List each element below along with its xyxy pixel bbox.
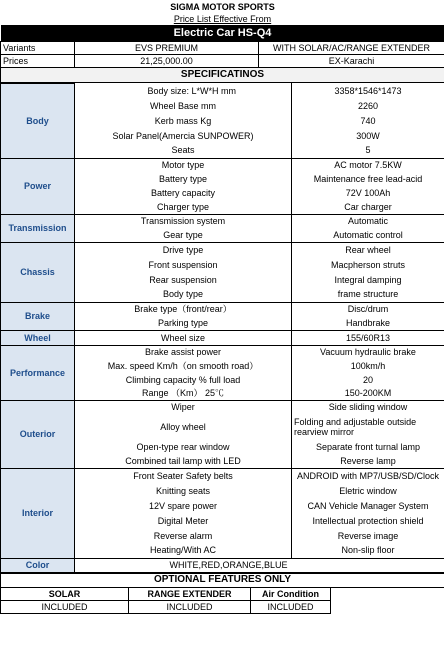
- spec-label: Knitting seats: [75, 483, 292, 498]
- spec-label: Wiper: [75, 400, 292, 413]
- variants-label: Variants: [1, 41, 75, 54]
- spec-label: Gear type: [75, 228, 292, 242]
- spec-value: Intellectual protection shield: [292, 513, 444, 528]
- spec-label: Body type: [75, 287, 292, 302]
- optional-col-solar: SOLAR: [1, 587, 129, 600]
- spec-label: Charger type: [75, 200, 292, 214]
- spec-value: AC motor 7.5KW: [292, 158, 444, 172]
- category-outerior: Outerior: [1, 400, 75, 468]
- spec-value: Reverse lamp: [292, 454, 444, 468]
- spec-table: [0, 83, 444, 573]
- prices-label: Prices: [1, 54, 75, 67]
- spec-value: 5: [292, 143, 444, 158]
- price-list-label: Price List Effective From: [173, 14, 272, 24]
- spec-label: Digital Meter: [75, 513, 292, 528]
- category-brake: Brake: [1, 302, 75, 330]
- spec-label: Brake type（front/rear）: [75, 302, 292, 316]
- variant-premium: EVS PREMIUM: [75, 41, 259, 54]
- spec-label: Heating/With AC: [75, 543, 292, 558]
- spec-value: Reverse image: [292, 528, 444, 543]
- optional-heading: OPTIONAL FEATURES ONLY: [1, 573, 444, 587]
- spec-label: Wheel Base mm: [75, 98, 292, 113]
- spec-label: Reverse alarm: [75, 528, 292, 543]
- spec-value: 100km/h: [292, 359, 444, 373]
- spec-value: Vacuum hydraulic brake: [292, 345, 444, 359]
- spec-value: 150-200KM: [292, 387, 444, 400]
- optional-empty-cell: [331, 600, 444, 613]
- spec-value: 72V 100Ah: [292, 186, 444, 200]
- category-transmission: Transmission: [1, 214, 75, 242]
- optional-empty-cell: [331, 587, 444, 600]
- price-value: 21,25,000.00: [75, 54, 259, 67]
- spec-value: Separate front turnal lamp: [292, 440, 444, 454]
- category-power: Power: [1, 158, 75, 214]
- optional-range-extender-value: INCLUDED: [129, 600, 251, 613]
- spec-value: 2260: [292, 98, 444, 113]
- spec-label: Front suspension: [75, 257, 292, 272]
- category-interior: Interior: [1, 468, 75, 558]
- spec-value: 740: [292, 113, 444, 128]
- optional-col-air-condition: Air Condition: [251, 587, 331, 600]
- spec-value: Non-slip floor: [292, 543, 444, 558]
- price-location: EX-Karachi: [259, 54, 444, 67]
- spec-value: Disc/drum: [292, 302, 444, 316]
- spec-label: Range （Km） 25℃: [75, 387, 292, 400]
- spec-label: Brake assist power: [75, 345, 292, 359]
- spec-label: Solar Panel(Amercia SUNPOWER): [75, 128, 292, 143]
- car-title: Electric Car HS-Q4: [1, 25, 444, 41]
- spec-label: Drive type: [75, 242, 292, 257]
- spec-heading: SPECIFICATINOS: [1, 67, 444, 82]
- spec-value: CAN Vehicle Manager System: [292, 498, 444, 513]
- spec-label: Motor type: [75, 158, 292, 172]
- spec-label: Transmission system: [75, 214, 292, 228]
- spec-value: Automatic control: [292, 228, 444, 242]
- category-wheel: Wheel: [1, 330, 75, 345]
- spec-value: ANDROID with MP7/USB/SD/Clock: [292, 468, 444, 483]
- spec-label: 12V spare power: [75, 498, 292, 513]
- spec-value: Eletric window: [292, 483, 444, 498]
- spec-label: Battery capacity: [75, 186, 292, 200]
- optional-col-range-extender: RANGE EXTENDER: [129, 587, 251, 600]
- optional-table: [0, 573, 444, 614]
- spec-value: 3358*1546*1473: [292, 83, 444, 98]
- spec-label: Parking type: [75, 316, 292, 330]
- spec-value: 300W: [292, 128, 444, 143]
- header-table: [0, 0, 444, 83]
- optional-air-condition-value: INCLUDED: [251, 600, 331, 613]
- spec-value: Rear wheel: [292, 242, 444, 257]
- category-body: Body: [1, 83, 75, 158]
- spec-value: Integral damping: [292, 272, 444, 287]
- spec-label: Front Seater Safety belts: [75, 468, 292, 483]
- spec-label: Body size: L*W*H mm: [75, 83, 292, 98]
- spec-label: Open-type rear window: [75, 440, 292, 454]
- spec-label: Rear suspension: [75, 272, 292, 287]
- spec-value: 20: [292, 373, 444, 387]
- spec-value: Side sliding window: [292, 400, 444, 413]
- spec-value: Folding and adjustable outside rearview mirror: [292, 413, 444, 440]
- optional-solar-value: INCLUDED: [1, 600, 129, 613]
- spec-label: Combined tail lamp with LED: [75, 454, 292, 468]
- category-performance: Performance: [1, 345, 75, 400]
- variant-extender: WITH SOLAR/AC/RANGE EXTENDER: [259, 41, 444, 54]
- color-options: WHITE,RED,ORANGE,BLUE: [75, 558, 444, 572]
- spec-value: 155/60R13: [292, 330, 444, 345]
- spec-label: Max. speed Km/h（on smooth road）: [75, 359, 292, 373]
- spec-value: Maintenance free lead-acid: [292, 172, 444, 186]
- spec-label: Alloy wheel: [75, 413, 292, 440]
- category-chassis: Chassis: [1, 242, 75, 302]
- spec-label: Wheel size: [75, 330, 292, 345]
- category-color: Color: [1, 558, 75, 572]
- spec-label: Seats: [75, 143, 292, 158]
- spec-label: Battery type: [75, 172, 292, 186]
- spec-value: Macpherson struts: [292, 257, 444, 272]
- spec-label: Climbing capacity % full load: [75, 373, 292, 387]
- spec-value: Car charger: [292, 200, 444, 214]
- spec-value: frame structure: [292, 287, 444, 302]
- spec-value: Automatic: [292, 214, 444, 228]
- company-name: SIGMA MOTOR SPORTS: [170, 1, 275, 12]
- spec-value: Handbrake: [292, 316, 444, 330]
- spec-label: Kerb mass Kg: [75, 113, 292, 128]
